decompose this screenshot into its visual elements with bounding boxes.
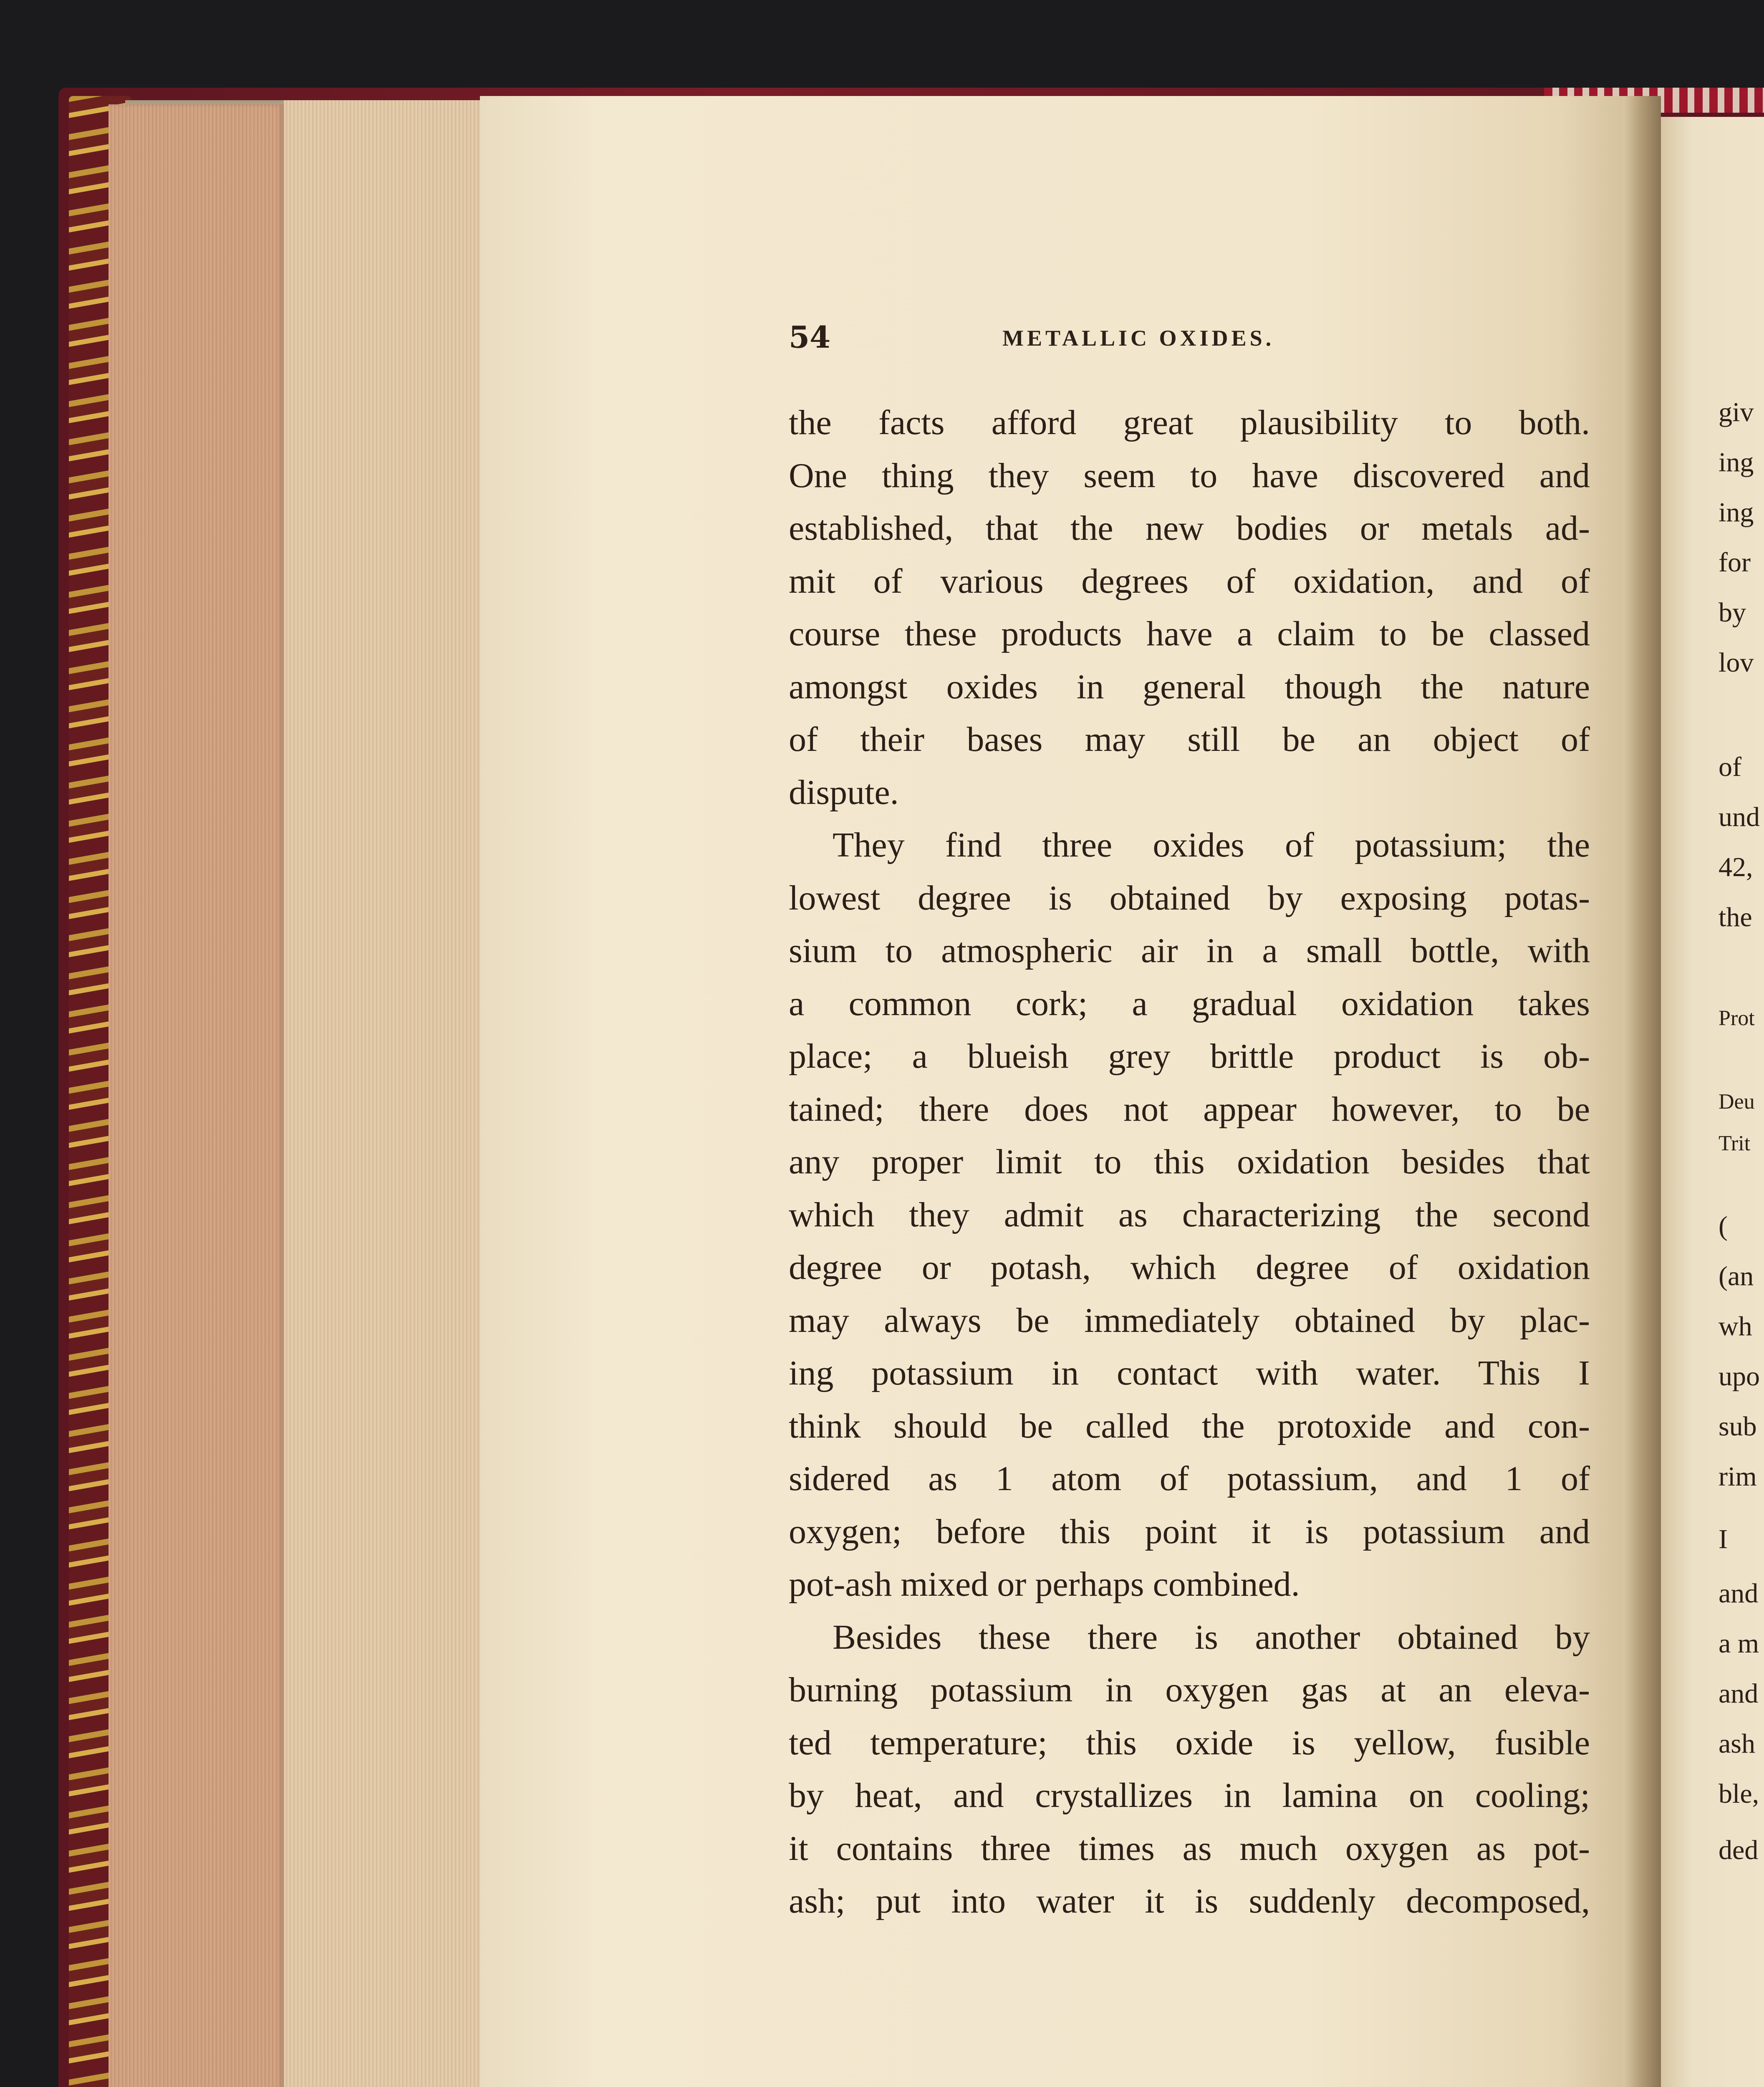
text-line: course these products have a claim to be classed bbox=[789, 614, 1590, 653]
text-line: the facts afford great plausibility to both. bbox=[789, 403, 1590, 442]
page-number: 54 bbox=[789, 319, 831, 355]
book-gutter bbox=[1623, 96, 1661, 2087]
text-line: They find three oxides of potassium; the bbox=[833, 826, 1590, 864]
text-line: One thing they seem to have discovered and bbox=[789, 456, 1590, 495]
facing-line: 42, bbox=[1719, 852, 1753, 882]
text-line: ing potassium in contact with water. This I bbox=[789, 1354, 1590, 1392]
facing-page-text-end bbox=[1719, 1834, 1764, 1885]
facing-line: lov bbox=[1719, 647, 1754, 678]
facing-line: ble, bbox=[1719, 1779, 1759, 1807]
text-line: place; a blueish grey brittle product is ob- bbox=[789, 1037, 1590, 1076]
running-head bbox=[789, 319, 1373, 357]
body-text bbox=[789, 397, 1590, 1928]
facing-line: of bbox=[1719, 752, 1741, 782]
facing-line: ded bbox=[1719, 1835, 1759, 1865]
text-line: amongst oxides in general though the nature bbox=[789, 667, 1590, 706]
text-line: ted temperature; this oxide is yellow, fusible bbox=[789, 1723, 1590, 1762]
text-line: may always be immediately obtained by plac- bbox=[789, 1301, 1590, 1340]
page-block-inner-edge bbox=[284, 100, 480, 2087]
text-line: tained; there does not appear however, to be bbox=[789, 1089, 1590, 1129]
text-line: sium to atmospheric air in a small bottle, with bbox=[789, 931, 1590, 970]
text-line: burning potassium in oxygen gas at an eleva- bbox=[789, 1670, 1590, 1709]
text-line: any proper limit to this oxidation besides that bbox=[789, 1142, 1590, 1181]
facing-line: and bbox=[1719, 1578, 1759, 1609]
facing-line: and bbox=[1719, 1678, 1759, 1709]
facing-line: Deu bbox=[1719, 1090, 1755, 1114]
text-line: of their bases may still be an object of bbox=[789, 720, 1590, 759]
text-line: pot-ash mixed or perhaps combined. bbox=[789, 1565, 1300, 1604]
facing-line: ing bbox=[1719, 497, 1754, 528]
text-line: think should be called the protoxide and con- bbox=[789, 1406, 1590, 1445]
facing-page-text bbox=[1719, 397, 1764, 1807]
page-block-edge bbox=[109, 104, 284, 2087]
facing-line: upo bbox=[1719, 1361, 1760, 1392]
facing-line: (an bbox=[1719, 1261, 1754, 1291]
text-line: ash; put into water it is suddenly decomposed, bbox=[789, 1882, 1590, 1920]
text-line: degree or potash, which degree of oxidation bbox=[789, 1248, 1590, 1287]
facing-line: ( bbox=[1719, 1211, 1728, 1241]
facing-line: ing bbox=[1719, 447, 1754, 478]
facing-line: I bbox=[1719, 1524, 1728, 1554]
text-line: by heat, and crystallizes in lamina on cooling; bbox=[789, 1776, 1590, 1815]
text-line: a common cork; a gradual oxidation takes bbox=[789, 984, 1590, 1023]
facing-line: wh bbox=[1719, 1311, 1752, 1342]
facing-line: by bbox=[1719, 597, 1746, 628]
text-line: it contains three times as much oxygen as pot- bbox=[789, 1829, 1590, 1868]
running-head-title: METALLIC OXIDES. bbox=[1002, 326, 1275, 351]
facing-line: sub bbox=[1719, 1411, 1757, 1442]
facing-line: the bbox=[1719, 902, 1752, 932]
facing-line: und bbox=[1719, 802, 1760, 832]
facing-line: Prot bbox=[1719, 1006, 1755, 1030]
text-line: Besides these there is another obtained by bbox=[833, 1617, 1590, 1657]
facing-line: rim bbox=[1719, 1461, 1757, 1492]
text-line: mit of various degrees of oxidation, and of bbox=[789, 561, 1590, 601]
facing-line: a m bbox=[1719, 1628, 1759, 1659]
text-line: oxygen; before this point it is potassium and bbox=[789, 1512, 1590, 1551]
text-line: lowest degree is obtained by exposing potas- bbox=[789, 878, 1590, 917]
facing-line: for bbox=[1719, 547, 1751, 578]
text-line: dispute. bbox=[789, 773, 899, 812]
facing-line: Trit bbox=[1719, 1132, 1751, 1155]
text-line: sidered as 1 atom of potassium, and 1 of bbox=[789, 1459, 1590, 1498]
facing-line: ash bbox=[1719, 1728, 1755, 1759]
text-line: which they admit as characterizing the second bbox=[789, 1195, 1590, 1234]
text-line: established, that the new bodies or metals ad- bbox=[789, 509, 1590, 548]
facing-line: giv bbox=[1719, 397, 1754, 427]
